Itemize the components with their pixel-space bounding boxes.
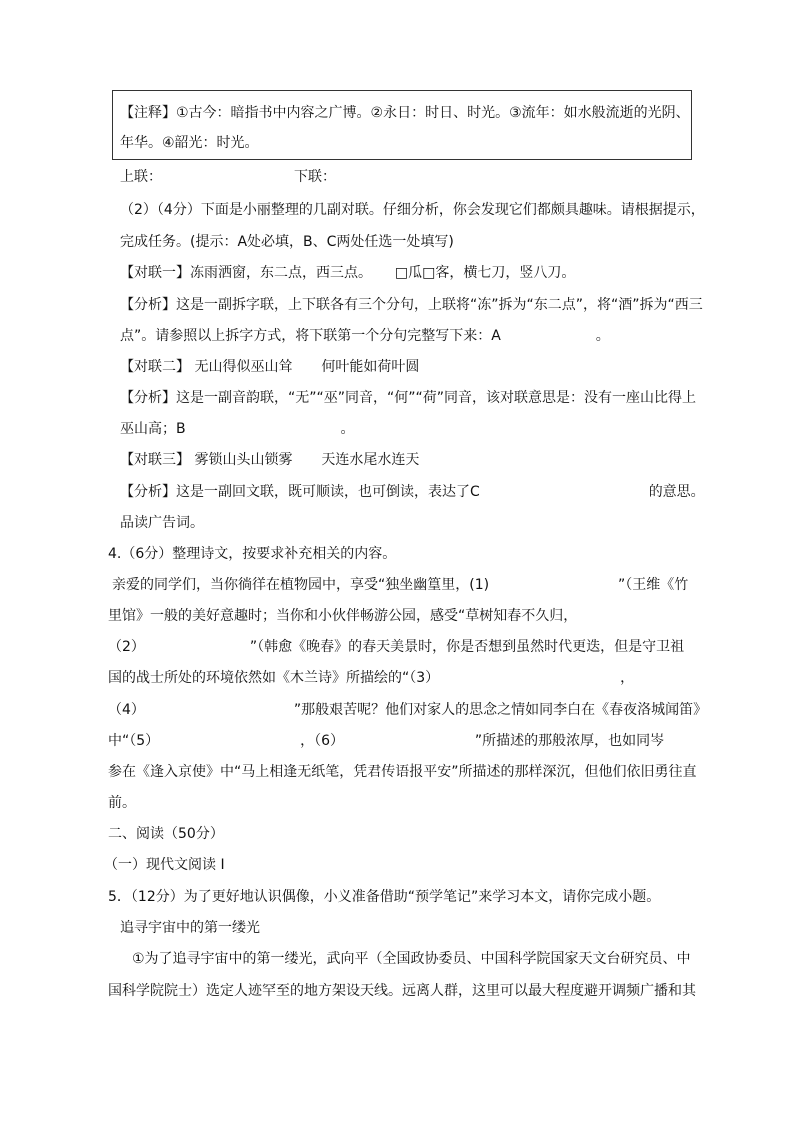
question-4-line-5 [108,700,707,720]
analysis-2-end: 。 [340,421,355,437]
q4-text-5a: （4） [108,702,145,718]
q4-text-5b: ”那般艰苦呢？他们对家人的思念之情如同李白在《春夜洛城闻笛》 [293,702,708,718]
question-4-line-6 [108,731,664,751]
question-4-line-8: 前。 [108,795,136,811]
question-2-line-2: 完成任务。(提示：A处必填，B、C两处任选一处填写) [120,234,454,250]
question-4-line-1 [112,575,688,595]
couplet-3-upper: 【对联三】 雾锁山头山锁雾 [120,452,293,468]
annotation-line-1: 【注释】①古今：暗指书中内容之广博。②永日：时日、时光。③流年：如水般流逝的光阴、 [120,105,690,121]
q4-text-6c: ”所描述的那般浓厚，也如同岑 [474,733,665,749]
question-2-line-1: （2）（4分）下面是小丽整理的几副对联。仔细分析，你会发现它们都颇具趣味。请根据提示， [120,202,705,218]
article-paragraph-1-line-2: 国科学院院士）选定人迹罕至的地方架设天线。远离人群，这里可以最大程度避开调频广播和其 [108,983,696,999]
question-4-line-2: 里馆》一般的美好意趣时；当你和小伙伴畅游公园，感受“草树知春不久归， [108,608,578,624]
article-paragraph-1-line-1: ①为了追寻宇宙中的第一缕光，武向平（全国政协委员、中国科学院国家天文台研究员、中 [132,951,691,967]
analysis-1-end: 。 [595,328,610,344]
question-4-line-7: 参在《逢入京使》中“马上相逢无纸笔，凭君传语报平安”所描述的那样深沉，但他们依旧勇往直 [108,764,697,780]
upper-couplet-label: 上联： [120,169,162,185]
couplet-2-lower: 何叶能如荷叶圆 [321,359,420,375]
article-title: 追寻宇宙中的第一缕光 [120,920,260,936]
q4-text-6b: ，（6） [300,733,344,749]
lower-couplet-label: 下联： [294,169,336,185]
q4-text-1b: ”（王维《竹 [618,577,689,593]
ad-prompt: 品读广告词。 [120,515,204,531]
q4-text-3a: （2） [108,639,145,655]
q4-text-4a: 国的战士所处的环境依然如《木兰诗》所描绘的“（3） [108,670,440,686]
question-4-title: 4.（6分）整理诗文，按要求补充相关的内容。 [108,546,397,562]
q4-text-3b: ”（韩愈《晚春》的春天美景时，你是否想到虽然时代更迭，但是守卫祖 [249,639,685,655]
analysis-2-prompt: 巫山高；B [120,421,186,437]
analysis-1-prompt: 点”。请参照以上拆字方式，将下联第一个分句完整写下来：A [120,328,501,344]
question-4-line-3 [108,637,684,657]
couplet-3-lower: 天连水尾水连天 [321,452,420,468]
analysis-2-line-2 [120,419,355,439]
couplet-2-upper: 【对联二】 无山得似巫山耸 [120,359,293,375]
annotation-line-2: 年华。④韶光：时光。 [120,135,259,151]
analysis-3-prompt: 【分析】这是一副回文联，既可顺读，也可倒读，表达了C [120,484,480,500]
analysis-1-line-2 [120,326,610,346]
analysis-3 [120,482,705,502]
analysis-2-line-1: 【分析】这是一副音韵联，“无”“巫”同音，“何”“荷”同音，该对联意思是：没有一座山比得上 [120,390,697,406]
couplet-2 [120,357,419,377]
couplet-1 [120,263,575,283]
q4-text-4b: ， [620,670,635,686]
couplet-1-upper: 【对联一】冻雨洒窗，东二点，西三点。 [120,265,372,281]
analysis-1-line-1: 【分析】这是一副拆字联，上下联各有三个分句，上联将“冻”拆为“东二点”，将“酒”拆为“西三 [120,297,703,313]
subsection-heading: （一）现代文阅读 I [104,857,225,873]
question-5-title: 5．（12分）为了更好地认识偶像，小义准备借助“预学笔记”来学习本文，请你完成小题。 [108,889,661,905]
couplet-3 [120,450,419,470]
question-4-line-4 [108,668,634,688]
section-heading-reading: 二、阅读（50分） [108,826,224,842]
q4-text-1: 亲爱的同学们，当你徜徉在植物园中，享受“独坐幽篁里，(1) [112,577,490,593]
couplet-1-lower: □瓜□客，横七刀，竖八刀。 [394,265,576,281]
q4-text-6a: 中“（5） [108,733,160,749]
analysis-3-end: 的意思。 [648,484,705,500]
